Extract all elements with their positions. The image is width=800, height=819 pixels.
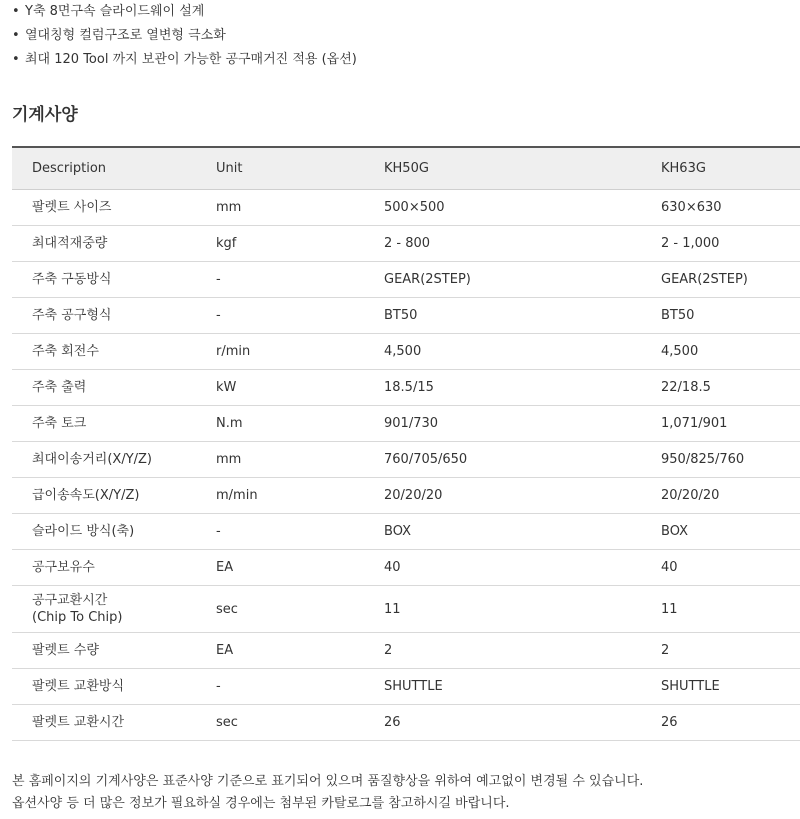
cell-unit: sec [196,586,380,633]
cell-kh63g: 4,500 [657,334,800,370]
table-body [12,190,800,741]
cell-kh50g: BT50 [380,298,657,334]
cell-description: 주축 구동방식 [12,262,196,298]
cell-kh50g: 26 [380,705,657,741]
cell-line: (Chip To Chip) [32,610,123,625]
section-title: 기계사양 [12,105,78,125]
cell-description: 팔렛트 수량 [12,633,196,669]
cell-description: 팔렛트 교환시간 [12,705,196,741]
cell-kh50g: BOX [380,514,657,550]
note-text: 본 홈페이지의 기계사양은 표준사양 기준으로 표기되어 있으며 품질향상을 위하여 예고없이 변경될 수 있습니다. [12,774,644,789]
bullet-icon: • [12,28,20,43]
cell-kh63g: 2 [657,633,800,669]
cell-unit: EA [196,633,380,669]
table-row [12,262,800,298]
cell-unit: r/min [196,334,380,370]
cell-description: 팔렛트 교환방식 [12,669,196,705]
cell-kh63g: BT50 [657,298,800,334]
cell-kh50g: 760/705/650 [380,442,657,478]
table-row [12,298,800,334]
cell-unit: N.m [196,406,380,442]
table-row [12,550,800,586]
feature-item [12,48,357,72]
cell-kh50g: 4,500 [380,334,657,370]
table-row [12,705,800,741]
cell-description [12,586,196,633]
cell-kh50g: 11 [380,586,657,633]
cell-description: 급이송속도(X/Y/Z) [12,478,196,514]
header-unit: Unit [196,147,380,190]
header-description: Description [12,147,196,190]
cell-kh63g: 2 - 1,000 [657,226,800,262]
cell-kh63g: 26 [657,705,800,741]
table-row [12,586,800,633]
table-row [12,370,800,406]
cell-description: 주축 회전수 [12,334,196,370]
feature-text: Y축 8면구속 슬라이드웨이 설계 [25,4,205,19]
cell-description: 주축 출력 [12,370,196,406]
cell-kh63g: 1,071/901 [657,406,800,442]
cell-kh63g: 11 [657,586,800,633]
feature-text: 최대 120 Tool 까지 보관이 가능한 공구매거진 적용 (옵션) [25,52,357,67]
cell-description: 주축 토크 [12,406,196,442]
cell-description: 공구보유수 [12,550,196,586]
cell-unit: EA [196,550,380,586]
spec-table [12,146,800,741]
header-kh63g: KH63G [657,147,800,190]
cell-unit: kW [196,370,380,406]
cell-kh50g: 2 - 800 [380,226,657,262]
cell-kh50g: 40 [380,550,657,586]
cell-kh63g: 22/18.5 [657,370,800,406]
table-header-row [12,147,800,190]
table-row [12,669,800,705]
cell-kh63g: 40 [657,550,800,586]
cell-kh63g: 20/20/20 [657,478,800,514]
cell-unit: sec [196,705,380,741]
cell-description: 팔렛트 사이즈 [12,190,196,226]
cell-kh50g: GEAR(2STEP) [380,262,657,298]
cell-unit: m/min [196,478,380,514]
note-text: 옵션사양 등 더 많은 정보가 필요하실 경우에는 첨부된 카탈로그를 참고하시길 바랍니다. [12,796,510,811]
cell-kh50g: 500×500 [380,190,657,226]
cell-kh63g: BOX [657,514,800,550]
feature-text: 열대칭형 컬럼구조로 열변형 극소화 [25,28,226,43]
cell-kh63g: SHUTTLE [657,669,800,705]
cell-kh50g: 20/20/20 [380,478,657,514]
cell-unit: - [196,298,380,334]
notes [12,771,643,815]
table-row [12,633,800,669]
table-row [12,334,800,370]
table-row [12,442,800,478]
cell-kh50g: SHUTTLE [380,669,657,705]
cell-kh50g: 18.5/15 [380,370,657,406]
cell-kh50g: 901/730 [380,406,657,442]
table-row [12,190,800,226]
cell-kh63g: GEAR(2STEP) [657,262,800,298]
bullet-icon: • [12,4,20,19]
cell-unit: mm [196,190,380,226]
cell-unit: - [196,669,380,705]
table-row [12,514,800,550]
feature-list [12,0,357,72]
cell-kh63g: 950/825/760 [657,442,800,478]
cell-line: 공구교환시간 [32,593,108,608]
cell-description: 최대이송거리(X/Y/Z) [12,442,196,478]
cell-unit: kgf [196,226,380,262]
cell-description: 주축 공구형식 [12,298,196,334]
feature-item [12,24,357,48]
cell-kh50g: 2 [380,633,657,669]
feature-item [12,0,357,24]
cell-unit: - [196,514,380,550]
cell-unit: - [196,262,380,298]
bullet-icon: • [12,52,20,67]
cell-description: 최대적재중량 [12,226,196,262]
header-kh50g: KH50G [380,147,657,190]
cell-kh63g: 630×630 [657,190,800,226]
table-row [12,406,800,442]
cell-description: 슬라이드 방식(축) [12,514,196,550]
table-row [12,226,800,262]
table-row [12,478,800,514]
cell-unit: mm [196,442,380,478]
